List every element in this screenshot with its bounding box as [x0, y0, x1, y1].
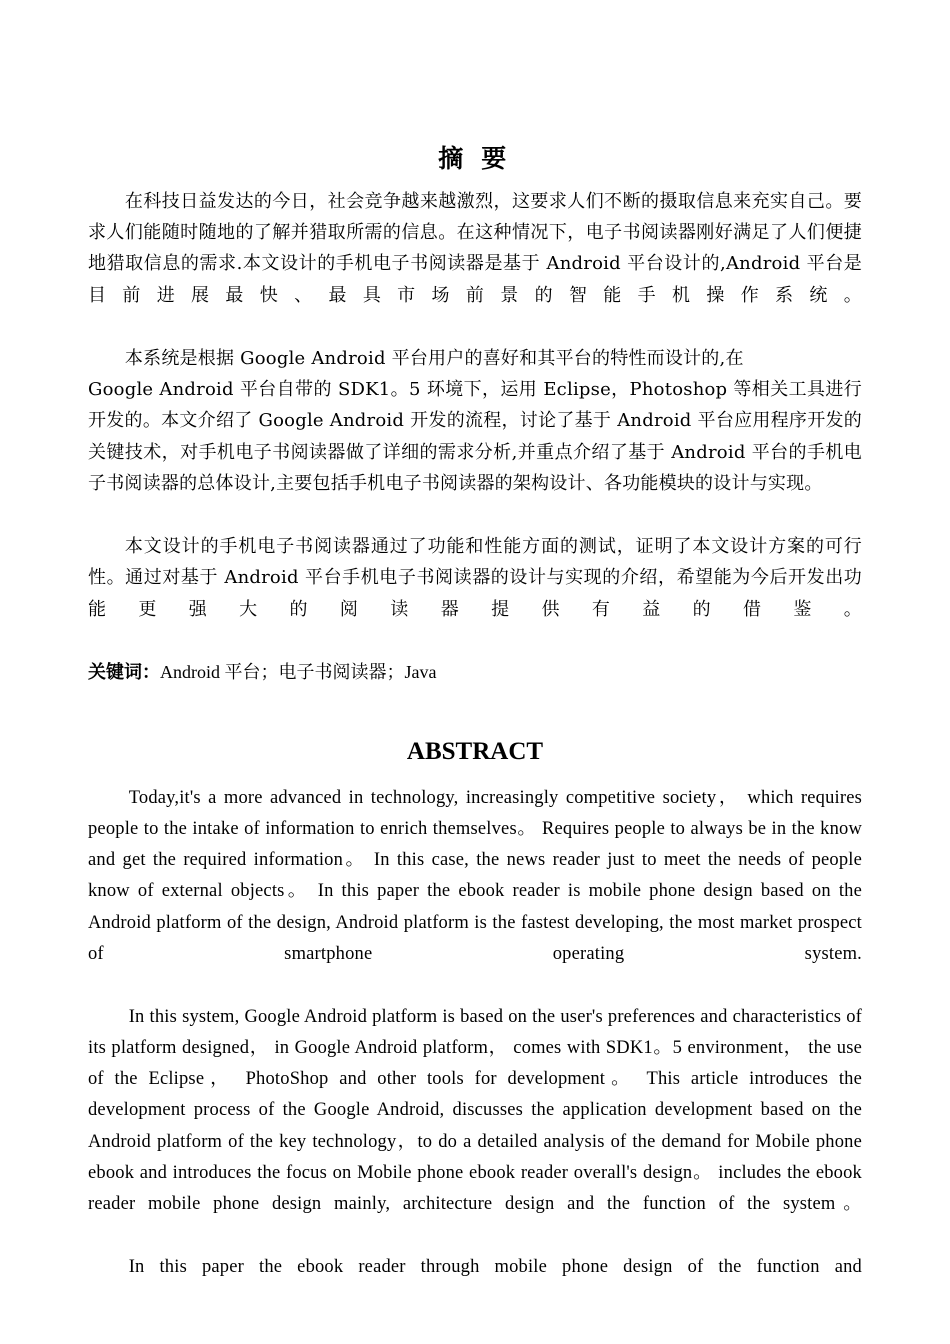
english-abstract-paragraph-3: In this paper the ebook reader through mobile phone design of the function and: [128, 1256, 862, 1277]
chinese-abstract-paragraph-3: 本文设计的手机电子书阅读器通过了功能和性能方面的测试，证明了本文设计方案的可行性。通过对基于 Android 平台手机电子书阅读器的设计与实现的介绍，希望能为今后开发出功能更强大的阅读器提供有益的借鉴。: [88, 535, 862, 620]
spacer: [88, 176, 862, 186]
chinese-keywords-value: Android 平台；电子书阅读器；Java: [160, 661, 437, 682]
chinese-abstract-paragraph-1: 在科技日益发达的今日，社会竞争越来越激烈，这要求人们不断的摄取信息来充实自己。要求人们能随时随地的了解并猎取所需的信息。在这种情况下，电子书阅读器刚好满足了人们便捷地猎取信息的需求.本文设计的手机电子书阅读器是基于 Android 平台设计的,Android 平台是目前进展最快、最具市场前景的智能手机操作系统。: [88, 190, 862, 306]
english-abstract-paragraph-2: In this system, Google Android platform is based on the user's preferences and characteristics of its platform designed， in Google Android platform， comes with SDK1。5 environment， the use of the Eclipse， PhotoShop and other tools for development。 This article introduces the development process of the Google Android, discusses the application development based on the Android platform of the key technology，to do a detailed analysis of the demand for Mobile phone ebook and introduces the focus on Mobile phone ebook reader overall's design。 includes the ebook reader mobile phone design mainly, architecture design and the function of the system。: [88, 1006, 862, 1215]
chinese-abstract-paragraph-2-rest: Google Android 平台自带的 SDK1。5 环境下，运用 Eclipse，Photoshop 等相关工具进行开发的。本文介绍了 Google Android 开发的流程，讨论了基于 Android 平台应用程序开发的关键技术，对手机电子书阅读器做了详细的需求分析,并重点介绍了基于 Android 平台的手机电子书阅读器的总体设计,主要包括手机电子书阅读器的架构设计、各功能模块的设计与实现。: [88, 378, 862, 495]
spacer: [88, 773, 862, 783]
chinese-abstract-paragraph-2-first-line: 本系统是根据 Google Android 平台用户的喜好和其平台的特性而设计的,在: [124, 347, 744, 369]
chinese-keywords-label: 关键词：: [88, 661, 160, 683]
chinese-abstract-paragraph-2: [88, 343, 862, 531]
english-abstract-heading: ABSTRACT: [406, 738, 544, 765]
chinese-keywords-line: [88, 657, 862, 688]
page-content-column: [88, 0, 862, 1315]
english-abstract-paragraph-1: Today,it's a more advanced in technology, increasingly competitive society， which requires people to the intake of information to enrich themselves。 Requires people to always be in the know and get the required information。 In this case, the news reader just to meet the needs of people know of external objects。 In this paper the ebook reader is mobile phone design based on the Android platform of the design, Android platform is the fastest developing, the most market prospect of smartphone operating system.: [88, 787, 862, 964]
chinese-abstract-heading: 摘 要: [438, 145, 512, 173]
